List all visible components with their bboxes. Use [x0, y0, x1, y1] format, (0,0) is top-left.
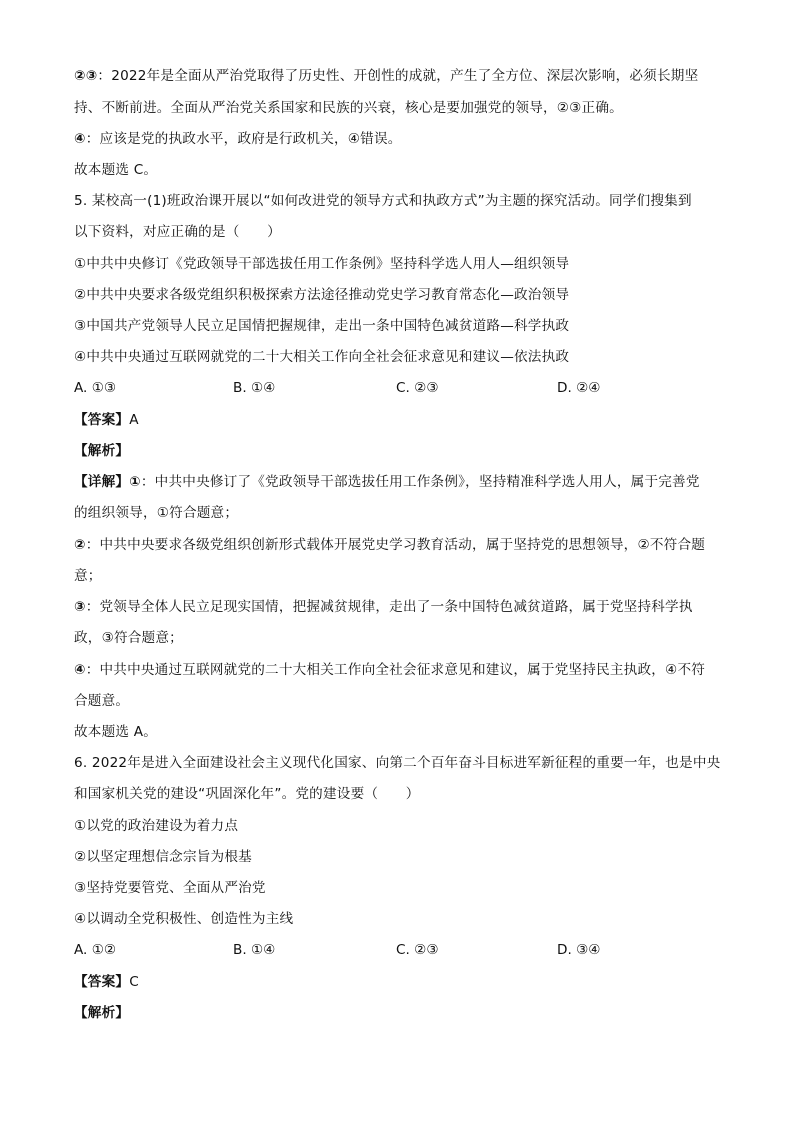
text-line: ④：应该是党的执政水平，政府是行政机关，④错误。 — [74, 131, 402, 147]
option-d: D. ③④ — [557, 942, 601, 958]
analysis-heading: 【解析】 — [74, 1005, 130, 1021]
option-c: C. ②③ — [396, 380, 439, 396]
detail-line: ④：中共中央通过互联网就党的二十大相关工作向全社会征求意见和建议，属于党坚持民主执政，④不符 — [74, 662, 706, 678]
option-c: C. ②③ — [396, 942, 439, 958]
detail-line: 故本题选 A。 — [74, 724, 157, 740]
detail-line: ③：党领导全体人民立足现实国情，把握减贫规律，走出了一条中国特色减贫道路，属于党坚持科学执 — [74, 599, 693, 615]
text-line: 以下资料，对应正确的是（ ） — [74, 224, 281, 240]
detail-line: 【详解】①：中共中央修订了《党政领导干部选拔任用工作条例》，坚持精准科学选人用人，属于完善党 — [74, 474, 700, 490]
text-line: ②③：2022年是全面从严治党取得了历史性、开创性的成就，产生了全方位、深层次影响，必须长期坚 — [74, 68, 699, 84]
question-5-stem: 5. 某校高一(1)班政治课开展以“如何改进党的领导方式和执政方式”为主题的探究活动。同学们搜集到 — [74, 193, 692, 209]
answer-line: 【答案】C — [74, 974, 139, 990]
statement-item: ④以调动全党积极性、创造性为主线 — [74, 911, 294, 927]
statement-item: ②中共中央要求各级党组织积极探索方法途径推动党史学习教育常态化—政治领导 — [74, 287, 570, 303]
statement-item: ①以党的政治建设为着力点 — [74, 818, 239, 834]
question-6-stem: 6. 2022年是进入全面建设社会主义现代化国家、向第二个百年奋斗目标进军新征程的重要一年，也是中央 — [74, 755, 721, 771]
option-a: A. ①③ — [74, 380, 117, 396]
statement-item: ③中国共产党领导人民立足国情把握规律，走出一条中国特色减贫道路—科学执政 — [74, 318, 570, 334]
detail-line: 的组织领导，①符合题意； — [74, 505, 239, 521]
option-d: D. ②④ — [557, 380, 601, 396]
statement-item: ②以坚定理想信念宗旨为根基 — [74, 849, 252, 865]
text-line: 持、不断前进。全面从严治党关系国家和民族的兴衰，核心是要加强党的领导，②③正确。 — [74, 100, 623, 116]
statement-item: ④中共中央通过互联网就党的二十大相关工作向全社会征求意见和建议—依法执政 — [74, 349, 570, 365]
analysis-heading: 【解析】 — [74, 443, 130, 459]
option-b: B. ①④ — [233, 380, 276, 396]
statement-item: ①中共中央修订《党政领导干部选拔任用工作条例》坚持科学选人用人—组织领导 — [74, 256, 570, 272]
detail-line: 合题意。 — [74, 693, 130, 709]
detail-line: 政，③符合题意； — [74, 630, 183, 646]
statement-item: ③坚持党要管党、全面从严治党 — [74, 880, 266, 896]
option-a: A. ①② — [74, 942, 117, 958]
text-line: 和国家机关党的建设“巩固深化年”。党的建设要（ ） — [74, 786, 420, 802]
text-line: 故本题选 C。 — [74, 162, 158, 178]
detail-line: 意； — [74, 568, 102, 584]
option-b: B. ①④ — [233, 942, 276, 958]
answer-line: 【答案】A — [74, 412, 139, 428]
detail-line: ②：中共中央要求各级党组织创新形式载体开展党史学习教育活动，属于坚持党的思想领导，②不符合题 — [74, 537, 706, 553]
